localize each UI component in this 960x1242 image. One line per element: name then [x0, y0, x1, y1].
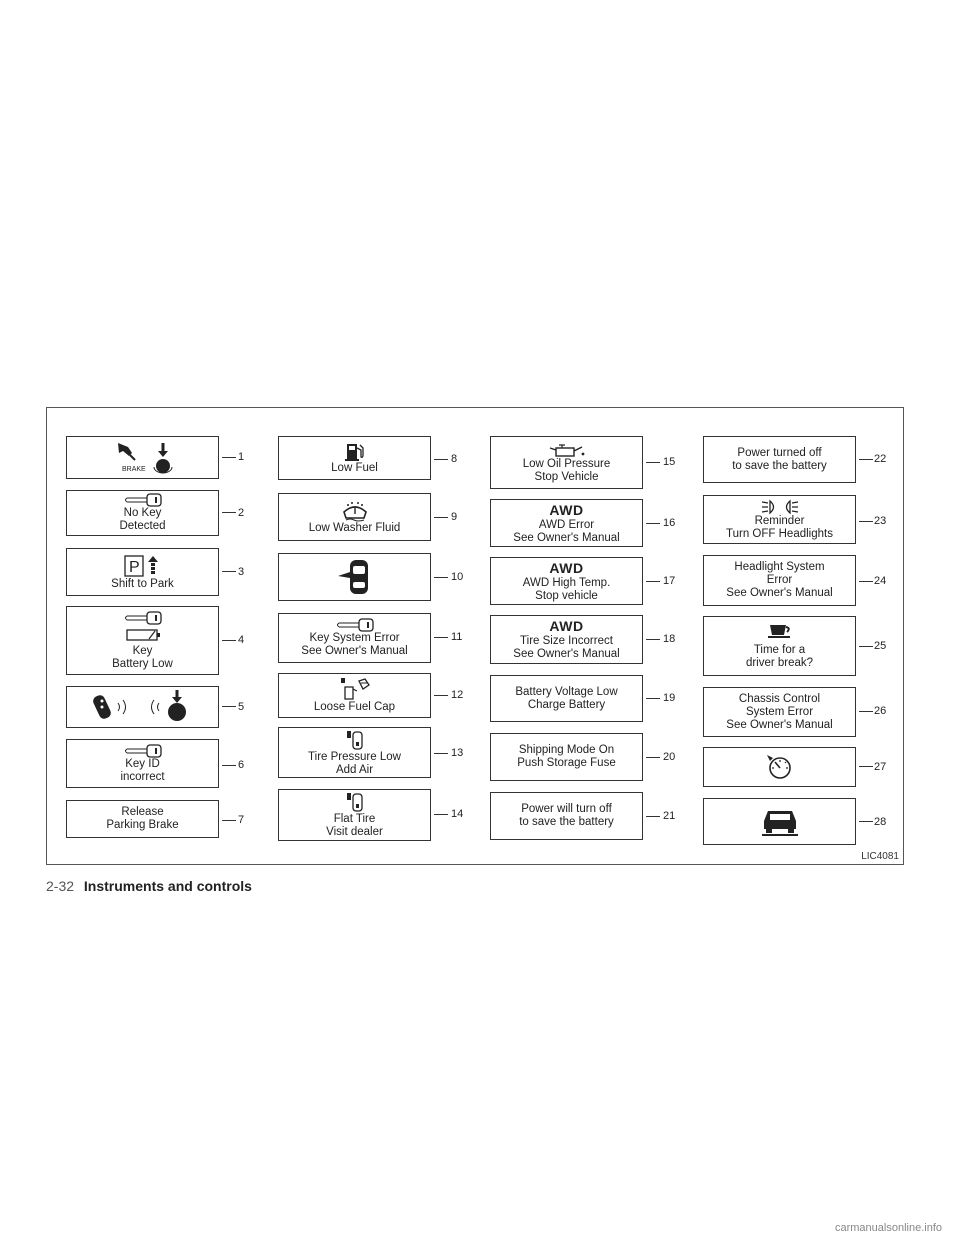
key-fob-icon — [123, 493, 163, 507]
message-box-21 — [490, 792, 643, 840]
awd-icon: AWD — [549, 559, 584, 576]
message-box-15 — [490, 436, 643, 489]
figure-code: LIC4081 — [861, 851, 899, 862]
callout-number-14: 14 — [451, 808, 464, 820]
message-text-16: AWD Error See Owner's Manual — [513, 518, 620, 544]
callout-number-20: 20 — [663, 751, 676, 763]
message-text-18: Tire Size Incorrect See Owner's Manual — [513, 635, 620, 660]
message-text-25: Time for a driver break? — [745, 644, 814, 669]
message-box-16 — [490, 499, 643, 547]
message-text-8: Low Fuel — [331, 461, 378, 474]
message-text-22: Power turned off to save the battery — [732, 446, 827, 472]
message-box-8 — [278, 436, 431, 480]
message-box-2 — [66, 490, 219, 536]
callout-number-12: 12 — [451, 689, 464, 701]
callout-number-7: 7 — [238, 814, 245, 826]
message-box-13 — [278, 727, 431, 778]
message-text-19: Battery Voltage Low Charge Battery — [515, 685, 618, 711]
message-box-23 — [703, 495, 856, 544]
message-text-17: AWD High Temp. Stop vehicle — [522, 576, 611, 602]
message-text-24: Headlight System Error See Owner's Manual — [726, 561, 833, 599]
park-shift-icon — [123, 554, 163, 578]
message-text-13: Tire Pressure Low Add Air — [308, 750, 401, 776]
brake-push-button-icon — [108, 441, 178, 475]
message-box-12 — [278, 673, 431, 718]
callout-number-8: 8 — [451, 453, 458, 465]
message-text-26: Chassis Control System Error See Owner's Manual — [726, 692, 833, 731]
callout-number-25: 25 — [874, 640, 887, 652]
key-fob-touch-icon — [88, 689, 198, 725]
callout-number-2: 2 — [238, 507, 245, 519]
message-box-6 — [66, 739, 219, 788]
battery-low-icon — [123, 627, 163, 643]
fuel-cap-icon — [339, 677, 371, 701]
message-box-5 — [66, 686, 219, 728]
warning-messages-figure — [46, 407, 904, 865]
callout-number-4: 4 — [238, 634, 245, 646]
message-box-20 — [490, 733, 643, 781]
vehicle-front-icon — [760, 807, 800, 837]
section-title: Instruments and controls — [83, 878, 252, 894]
door-open-icon — [330, 558, 380, 596]
message-text-2: No Key Detected — [119, 507, 166, 532]
callout-number-17: 17 — [663, 575, 676, 587]
callout-number-18: 18 — [663, 633, 676, 645]
callout-number-10: 10 — [451, 571, 464, 583]
message-text-12: Loose Fuel Cap — [313, 701, 396, 713]
message-box-7 — [66, 800, 219, 838]
message-text-15: Low Oil Pressure Stop Vehicle — [522, 457, 611, 483]
key-fob-icon — [335, 618, 375, 632]
awd-icon: AWD — [549, 501, 584, 518]
message-box-4 — [66, 606, 219, 675]
message-box-28 — [703, 798, 856, 845]
callout-number-28: 28 — [874, 816, 887, 828]
park-letter: P — [128, 558, 140, 576]
message-text-21: Power will turn off to save the battery — [519, 803, 614, 828]
callout-number-19: 19 — [663, 692, 676, 704]
callout-number-24: 24 — [874, 575, 887, 587]
message-text-9: Low Washer Fluid — [308, 521, 401, 534]
message-box-17 — [490, 557, 643, 605]
message-text-14: Flat Tire Visit dealer — [326, 813, 383, 838]
callout-number-15: 15 — [663, 456, 676, 468]
coffee-cup-icon — [767, 622, 793, 640]
callout-number-1: 1 — [238, 451, 245, 463]
message-box-14 — [278, 789, 431, 841]
callout-number-5: 5 — [238, 701, 245, 713]
message-text-7: Release Parking Brake — [106, 806, 179, 831]
message-text-23: Reminder Turn OFF Headlights — [726, 514, 833, 540]
message-text-20: Shipping Mode On Push Storage Fuse — [517, 744, 616, 769]
message-text-6: Key ID incorrect — [120, 757, 165, 783]
tire-pressure-icon — [345, 729, 365, 751]
message-box-22 — [703, 436, 856, 483]
headlight-icon — [760, 499, 800, 515]
message-box-3 — [66, 548, 219, 596]
callout-number-6: 6 — [238, 759, 245, 771]
page-number: 2-32 — [46, 878, 75, 894]
callout-number-22: 22 — [874, 453, 887, 465]
page-footer — [46, 877, 252, 895]
key-fob-icon — [123, 611, 163, 625]
callout-number-23: 23 — [874, 515, 887, 527]
message-box-18 — [490, 615, 643, 664]
oil-can-icon — [548, 442, 586, 458]
watermark: carmanualsonline.info — [834, 1222, 942, 1234]
awd-icon: AWD — [549, 618, 584, 634]
callout-number-13: 13 — [451, 747, 464, 759]
fuel-pump-icon — [344, 442, 366, 462]
speedometer-icon — [765, 753, 795, 781]
message-box-25 — [703, 616, 856, 676]
key-fob-icon — [123, 744, 163, 758]
callout-number-26: 26 — [874, 705, 887, 717]
message-box-10 — [278, 553, 431, 601]
message-text-4: Key Battery Low — [112, 644, 173, 670]
message-box-24 — [703, 555, 856, 606]
message-box-11 — [278, 613, 431, 663]
washer-fluid-icon — [340, 500, 370, 522]
message-box-9 — [278, 493, 431, 541]
message-box-19 — [490, 675, 643, 722]
message-box-27 — [703, 747, 856, 787]
callout-number-16: 16 — [663, 517, 676, 529]
callout-number-11: 11 — [451, 631, 463, 643]
callout-number-21: 21 — [663, 810, 676, 822]
message-box-1 — [66, 436, 219, 479]
message-text-11: Key System Error See Owner's Manual — [301, 632, 408, 657]
message-box-26 — [703, 687, 856, 737]
callout-number-3: 3 — [238, 566, 245, 578]
callout-number-9: 9 — [451, 511, 458, 523]
message-text-3: Shift to Park — [111, 577, 174, 590]
brake-label: BRAKE — [121, 465, 146, 473]
tire-pressure-icon — [345, 791, 365, 813]
callout-number-27: 27 — [874, 761, 887, 773]
